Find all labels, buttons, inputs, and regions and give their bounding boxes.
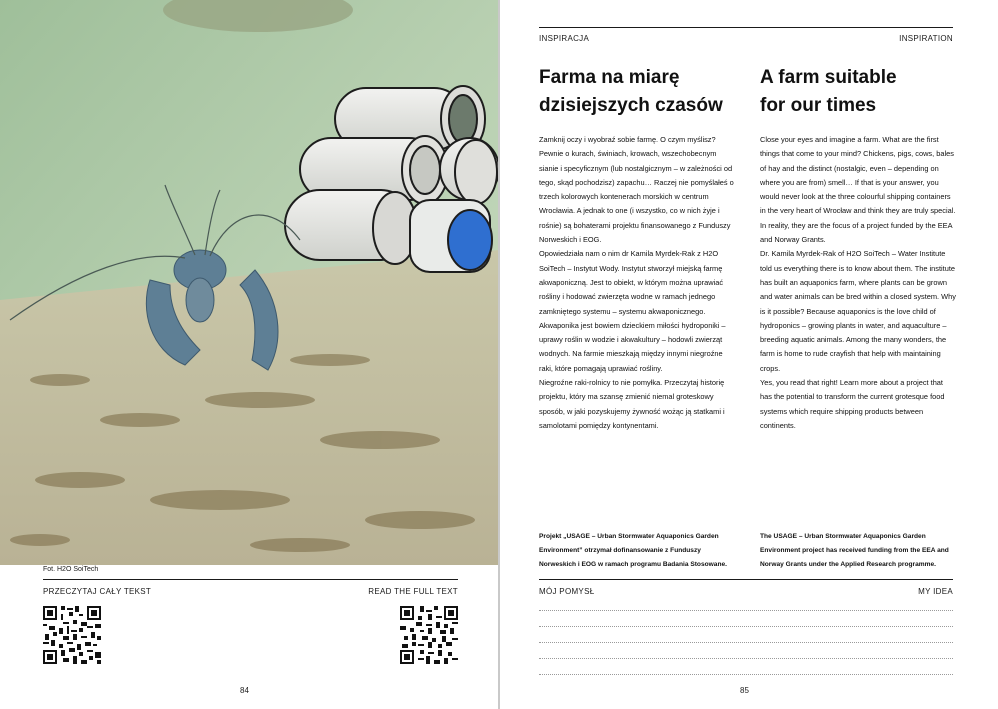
page-number-left: 84 [240,686,249,695]
note-line[interactable] [539,626,953,627]
top-divider [539,27,953,28]
note-line[interactable] [539,610,953,611]
section-label-en: INSPIRATION [899,34,953,43]
body-pl-paragraph: Niegroźne raki-rolnicy to nie pomyłka. Przeczytaj historię projektu, który ma szansę zmienić niemal groteskowy sposób, w jaki pozyskujemy żywność wożąc ją statkami i samolotami pomiędzy kontynentami. [539,378,725,430]
body-text-en [760,133,956,433]
body-en-paragraph: Dr. Kamila Myrdek-Rak of H2O SoiTech – Water Institute told us everything there is to know about them. The institute has built an aquaponics farm, where plants can be grown and water animals can be bred within a closed system. Why is it possible? Because aquaponics is the love child of hydroponics – growing plants in water, and aquaculture – breeding aquatic animals. Among the many wonders, the farm is home to rude crayfish that help with maintaining crops. [760,249,956,373]
my-idea-label-en: MY IDEA [918,587,953,596]
title-pl-line1: Farma na miarę [539,67,680,88]
funding-note-en: The USAGE – Urban Stormwater Aquaponics Garden Environment project has received funding from the EEA and Norway Grants under the Applied Research programme. [760,533,949,568]
page-number-right: 85 [740,686,749,695]
note-line[interactable] [539,658,953,659]
title-en-line1: A farm suitable [760,67,897,88]
section-label-pl: INSPIRACJA [539,34,590,43]
crayfish-photo [0,0,499,565]
bottle-cap [448,210,492,270]
note-line[interactable] [539,674,953,675]
my-idea-label-pl: MÓJ POMYSŁ [539,587,595,596]
read-full-text-en: READ THE FULL TEXT [368,587,458,596]
title-pl [539,64,723,120]
body-en-paragraph: Yes, you read that right! Learn more about a project that has the potential to transform the current grotesque food systems which require shipping products between continents. [760,378,945,430]
note-line[interactable] [539,642,953,643]
qr-code-pl[interactable] [43,606,101,664]
crayfish-illustration [0,0,499,565]
left-divider [43,579,458,580]
title-pl-line2: dzisiejszych czasów [539,95,723,116]
body-pl-paragraph: Opowiedziała nam o nim dr Kamila Myrdek-Rak z H2O SoiTech – Instytut Wody. Instytut stworzył miejską farmę akwaponiczną. Jest to obiekt, w którym można uprawiać rośliny i hodować zwierzęta wodne w ramach jednego zamkniętego systemu – systemu akwaponicznego. Akwaponika jest bowiem dzieckiem miłości hydroponiki – uprawy roślin w wodzie i akwakultury – hodowli zwierząt wodnych. Na farmie mieszkają między innymi niegroźne raki, które pomagają uprawiać rośliny. [539,249,726,373]
read-full-text-pl: PRZECZYTAJ CAŁY TEKST [43,587,152,596]
title-en [760,64,897,120]
spine-gutter [498,0,500,709]
funding-note-pl: Projekt „USAGE – Urban Stormwater Aquaponics Garden Environment” otrzymał dofinansowanie z Funduszy Norweskich i EOG w ramach programu Badania Stosowane. [539,533,727,568]
photo-credit: Fot. H2O SoiTech [43,566,99,573]
title-en-line2: for our times [760,95,877,116]
qr-code-en[interactable] [400,606,458,664]
idea-divider [539,579,953,580]
body-pl-paragraph: Zamknij oczy i wyobraź sobie farmę. O czym myślisz? Pewnie o kurach, świniach, krowach, wszechobecnym sianie i specyficznym (lub nostalgicznym – w zależności od tego, skąd pochodzisz) zapachu… Raczej nie pomyślałeś o trzech kolorowych kontenerach morskich w centrum Wrocławia. A jednak to one (i wszystko, co w nich żyje i rośnie) są bohaterami projektu finansowanego z Funduszy Norweskich i EOG. [539,135,734,245]
body-en-paragraph: Close your eyes and imagine a farm. What are the first things that come to your mind? Chickens, pigs, cows, bales of hay and the distinct (nostalgic, even – depending on where you are from) smell… If that is your answer, you would never look at the three colourful shipping containers in the very heart of Wrocław and think they are truly special. In reality, they are the focus of a project funded by the EEA and Norway Grants. [760,135,956,245]
body-text-pl [539,133,735,433]
